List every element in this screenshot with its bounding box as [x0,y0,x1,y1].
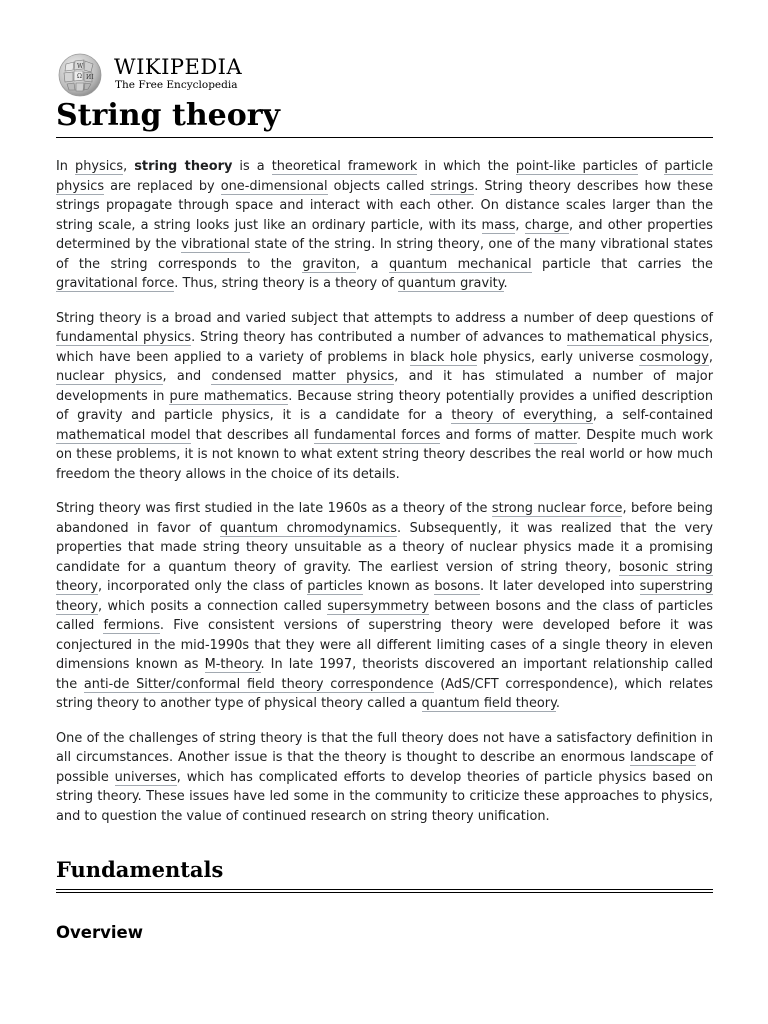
article-link[interactable]: particles [307,579,363,594]
article-link[interactable]: pure mathematics [169,388,289,404]
page-title: String theory [56,98,713,138]
article-link[interactable]: mathematical model [56,427,191,443]
article-link[interactable]: black hole [410,349,478,365]
paragraph: String theory is a broad and varied subject that attempts to address a number of deep questions of fundamental physics. String theory has contributed a number of advances to mathematical physics, which have been applied to a variety of problems in black hole physics, early universe cosmology, nuclear physics, and condensed matter physics, and it has stimulated a number of major developments in pure mathematics. Because string theory potentially provides a unified description of gravity and particle physics, it is a candidate for a theory of everything, a self-contained mathematical model that describes all fundamental forces and forms of matter. Despite much work on these problems, it is not known to what extent string theory describes the real world or how much freedom the theory allows in the choice of its details. [56,310,714,482]
article-link[interactable]: vibrational [181,237,250,252]
article-link[interactable]: bosonic string theory [56,559,713,594]
article-body [56,157,713,841]
article-link[interactable]: quantum gravity [397,276,504,291]
article-link[interactable]: superstring theory [56,579,713,614]
paragraph: In physics, string theory is a theoretical framework in which the point-like particles of particle physics are replaced by one-dimensional objects called strings. String theory describes how these strings propagate through space and interact with each other. On distance scales larger than the string scale, a string looks just like an ordinary particle, with its mass, charge, and other properties determined by the vibrational state of the string. In string theory, one of the many vibrational states of the string corresponds to the graviton, a quantum mechanical particle that carries the gravitational force. Thus, string theory is a theory of quantum gravity. [56,159,714,291]
article-link[interactable]: fundamental forces [313,427,441,443]
article-link[interactable]: mathematical physics [566,330,709,345]
article-link[interactable]: graviton [302,256,357,272]
bold-term: string theory [134,159,233,174]
subsection-heading: Overview [56,923,143,942]
article-link[interactable]: point-like particles [515,159,638,174]
svg-text:W: W [77,63,84,70]
article-link[interactable]: one-dimensional [220,178,328,194]
article-link[interactable]: supersymmetry [327,598,429,614]
article-link[interactable]: M-theory [204,657,261,672]
article-link[interactable]: strings [430,178,475,194]
article-link[interactable]: matter [534,427,577,443]
article-link[interactable]: fundamental physics [56,330,192,345]
article-link[interactable]: quantum chromodynamics [219,520,397,536]
article-link[interactable]: mass [481,217,516,233]
article-link[interactable]: particle physics [56,159,714,194]
paragraph: String theory was first studied in the late 1960s as a theory of the strong nuclear force, before being abandoned in favor of quantum chromodynamics. Subsequently, it was realized that the very properties that made string theory unsuitable as a theory of nuclear physics made it a promising candidate for a quantum theory of gravity. The earliest version of string theory, bosonic string theory, incorporated only the class of particles known as bosons. It later developed into superstring theory, which posits a connection called supersymmetry between bosons and the class of particles called fermions. Five consistent versions of superstring theory were developed before it was conjectured in the mid-1990s that they were all different limiting cases of a single theory in eleven dimensions known as M-theory. In late 1997, theorists discovered an important relationship called the anti-de Sitter/conformal field theory correspondence (AdS/CFT correspondence), which relates string theory to another type of physical theory called a quantum field theory. [56,501,714,711]
article-link[interactable]: gravitational force [56,276,175,291]
article-link[interactable]: strong nuclear force [491,501,623,516]
wikipedia-wordmark[interactable]: WIKIPEDIA [114,55,243,79]
article-link[interactable]: universes [114,769,177,785]
wikipedia-globe-icon[interactable] [56,52,104,98]
article-link[interactable]: charge [524,217,570,233]
article-link[interactable]: quantum mechanical [388,256,532,272]
article-link[interactable]: physics [75,159,124,174]
article-link[interactable]: nuclear physics [56,369,163,384]
site-header [56,52,713,98]
wikipedia-tagline: The Free Encyclopedia [115,79,238,91]
article-link[interactable]: theory of everything [451,408,593,423]
article-link[interactable]: anti-de Sitter/conformal field theory correspondence [83,676,434,692]
article-link[interactable]: landscape [630,750,696,765]
svg-text:ИІ: ИІ [86,74,94,81]
article-link[interactable]: cosmology [639,349,709,365]
svg-text:Ω: Ω [77,73,82,80]
article-link[interactable]: bosons [434,579,480,594]
article-link[interactable]: fermions [103,618,160,633]
article-link[interactable]: condensed matter physics [211,369,395,384]
article-link[interactable]: theoretical framework [271,159,418,174]
article-link[interactable]: quantum field theory [421,696,556,711]
paragraph: One of the challenges of string theory is that the full theory does not have a satisfactory definition in all circumstances. Another issue is that the theory is thought to describe an enormous landscape of possible universes, which has complicated efforts to develop theories of particle physics based on string theory. These issues have led some in the community to criticize these approaches to physics, and to question the value of continued research on string theory unification. [56,730,713,824]
section-heading: Fundamentals [56,856,713,893]
